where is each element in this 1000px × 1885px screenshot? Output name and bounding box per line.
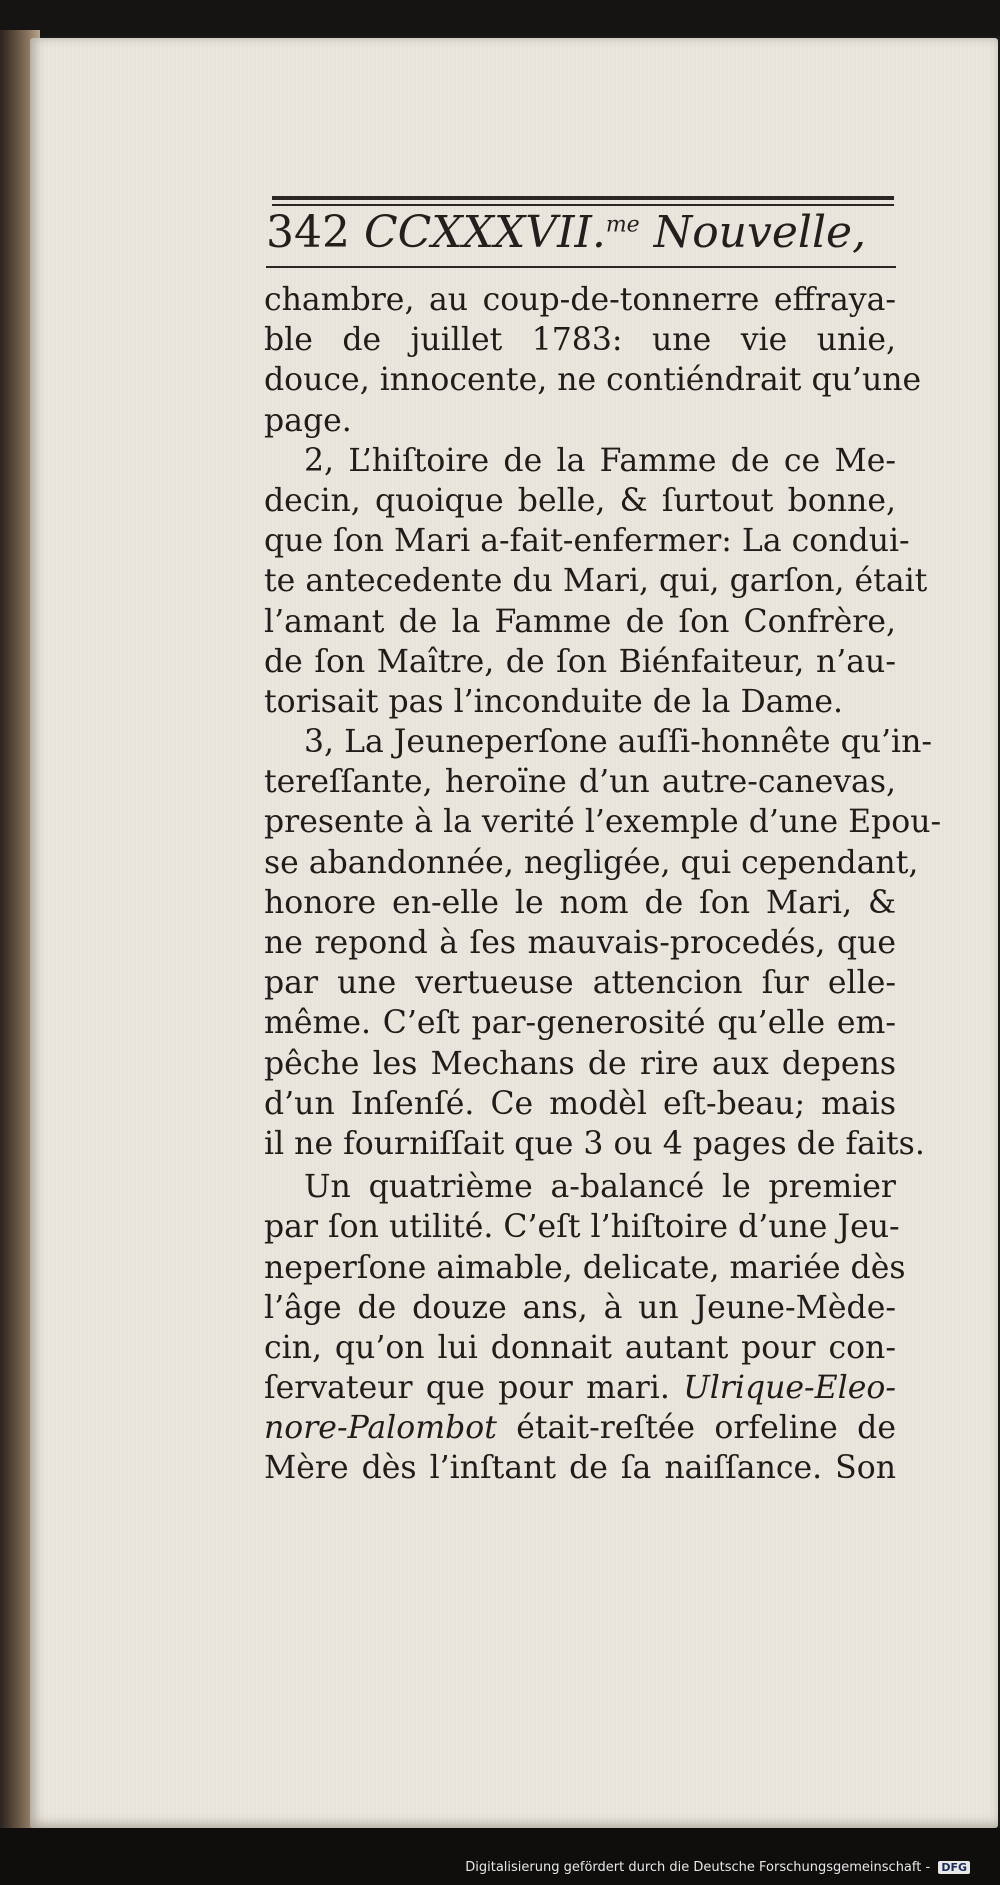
text-line: neperſone aimable, delicate, mariée dès <box>264 1249 906 1286</box>
credit-text: Digitalisierung gefördert durch die Deutsche Forschungsgemeinschaft - <box>465 1860 931 1875</box>
text-line <box>264 1368 896 1408</box>
text-line: Un quatrième a-balancé le premier <box>304 1169 896 1206</box>
text-line: d’un Inſenſé. Ce modèl eſt-beau; mais <box>264 1085 896 1122</box>
text-line: presente à la verité l’exemple d’une Epou- <box>264 804 942 841</box>
body-text <box>264 280 942 1489</box>
text-line: te antecedente du Mari, qui, garſon, était <box>264 563 928 600</box>
text-line: ble de juillet 1783: une vie unie, <box>264 322 896 359</box>
header-rule-bottom <box>266 266 896 268</box>
text-line: l’amant de la Famme de ſon Confrère, <box>264 603 896 640</box>
text-line: il ne fourniſſait que 3 ou 4 pages de faits. <box>264 1125 925 1162</box>
header-title-main: CCXXXVII. <box>363 207 606 258</box>
header-title-superscript: me <box>605 212 640 238</box>
running-header <box>266 203 896 263</box>
text-line: douce, innocente, ne contiéndrait qu’une <box>264 362 922 399</box>
text-line: ne repond à ſes mauvais-procedés, que <box>264 925 896 961</box>
text-line <box>264 1408 896 1448</box>
text-line: de ſon Maître, de ſon Biénfaiteur, n’au- <box>264 643 896 680</box>
text-line: l’âge de douze ans, à un Jeune-Mède- <box>264 1289 896 1326</box>
text-line: Mère dès l’inſtant de ſa naiſſance. Son <box>264 1450 896 1487</box>
digitization-credit <box>465 1860 970 1875</box>
scan-bottom-edge <box>0 1828 1000 1885</box>
text-line: decin, quoique belle, & ſurtout bonne, <box>264 482 896 519</box>
text-line: pêche les Mechans de rire aux depens <box>264 1045 896 1082</box>
text-line: que ſon Mari a-fait-enfermer: La condui- <box>264 523 910 560</box>
text-line: tereſſante, heroïne d’un autre-canevas, <box>264 764 896 801</box>
text-line: même. C’eſt par-generosité qu’elle em- <box>264 1005 896 1042</box>
text-line: se abandonnée, negligée, qui cependant, <box>264 844 919 881</box>
header-title-rest: Nouvelle, <box>639 207 867 258</box>
text-line: 3, La Jeuneperſone auſſi-honnête qu’in- <box>304 724 933 761</box>
text-line: torisait pas l’inconduite de la Dame. <box>264 683 843 720</box>
header-rule-top <box>272 196 894 200</box>
text-line: par une vertueuse attencion ſur elle- <box>264 965 896 1002</box>
text-line: chambre, au coup-de-tonnerre effraya- <box>264 282 896 318</box>
page-number: 342 <box>266 207 350 258</box>
text-line: page. <box>264 402 352 439</box>
italic-name: nore-Palombot <box>264 1410 497 1447</box>
scan-top-edge <box>0 0 1000 36</box>
text-line: honore en-elle le nom de ſon Mari, & <box>264 884 896 921</box>
text-line: par ſon utilité. C’eſt l’hiſtoire d’une Jeu- <box>264 1209 900 1246</box>
text-segment: ſervateur que pour mari. <box>264 1370 670 1407</box>
text-segment: était-reſtée orfeline de <box>516 1410 896 1447</box>
italic-name: Ulrique-Eleo- <box>683 1370 896 1407</box>
text-line: 2, L’hiſtoire de la Famme de ce Me- <box>304 442 896 479</box>
dfg-logo: DFG <box>938 1861 970 1874</box>
text-line: cin, qu’on lui donnait autant pour con- <box>264 1329 896 1366</box>
